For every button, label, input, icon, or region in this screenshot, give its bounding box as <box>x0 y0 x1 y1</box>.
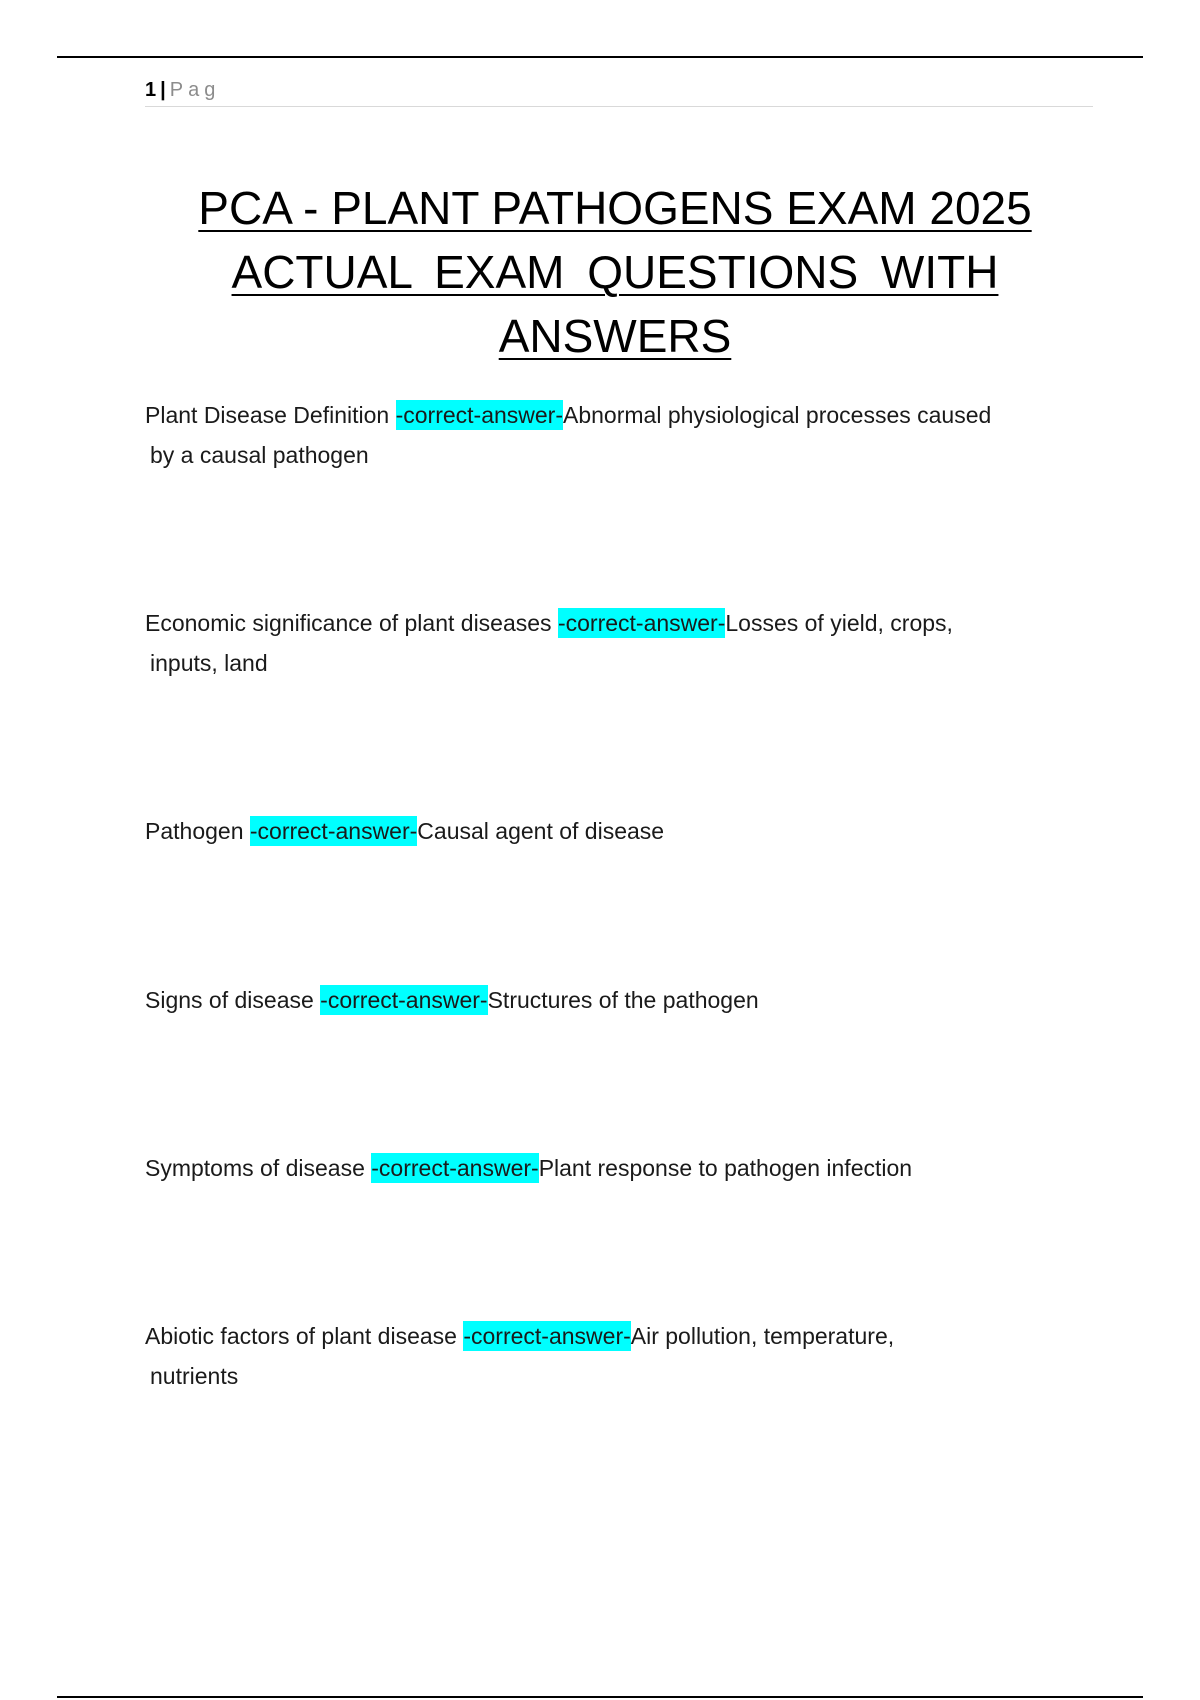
qa-item <box>145 603 1105 683</box>
answer-text: Air pollution, temperature, <box>630 1323 895 1349</box>
question-text: Pathogen <box>145 818 250 844</box>
question-text: Abiotic factors of plant disease <box>145 1323 464 1349</box>
top-rule <box>57 56 1143 58</box>
title-line-2: ACTUAL EXAM QUESTIONS WITH ANSWERS <box>231 246 999 362</box>
question-text: Signs of disease <box>145 987 321 1013</box>
answer-text: Losses of yield, crops, <box>725 610 953 636</box>
page-number: 1 <box>145 79 157 101</box>
answer-marker: -correct-answer- <box>320 987 488 1013</box>
answer-marker: -correct-answer- <box>557 610 726 636</box>
answer-marker: -correct-answer- <box>371 1155 539 1181</box>
qa-item <box>145 395 1105 475</box>
page-header <box>145 76 1093 107</box>
qa-item <box>145 980 1105 1020</box>
answer-marker: -correct-answer- <box>395 402 563 428</box>
qa-item <box>145 811 1105 851</box>
document-title <box>120 176 1110 368</box>
bottom-rule <box>57 1696 1143 1698</box>
answer-marker: -correct-answer- <box>463 1323 631 1349</box>
answer-continuation: inputs, land <box>150 650 268 676</box>
question-text: Symptoms of disease <box>145 1155 372 1181</box>
question-text: Economic significance of plant diseases <box>145 610 558 636</box>
qa-item <box>145 1148 1105 1188</box>
title-line-1: PCA - PLANT PATHOGENS EXAM 2025 <box>198 182 1032 234</box>
page-separator: | <box>160 79 166 101</box>
qa-item <box>145 1316 1105 1396</box>
answer-text: Plant response to pathogen infection <box>538 1155 913 1181</box>
answer-continuation: by a causal pathogen <box>150 442 369 468</box>
answer-continuation: nutrients <box>150 1363 239 1389</box>
question-text: Plant Disease Definition <box>145 402 396 428</box>
page-label: Pag <box>169 79 221 101</box>
answer-text: Structures of the pathogen <box>487 987 759 1013</box>
answer-text: Abnormal physiological processes caused <box>563 402 992 428</box>
answer-marker: -correct-answer- <box>249 818 418 844</box>
answer-text: Causal agent of disease <box>417 818 665 844</box>
